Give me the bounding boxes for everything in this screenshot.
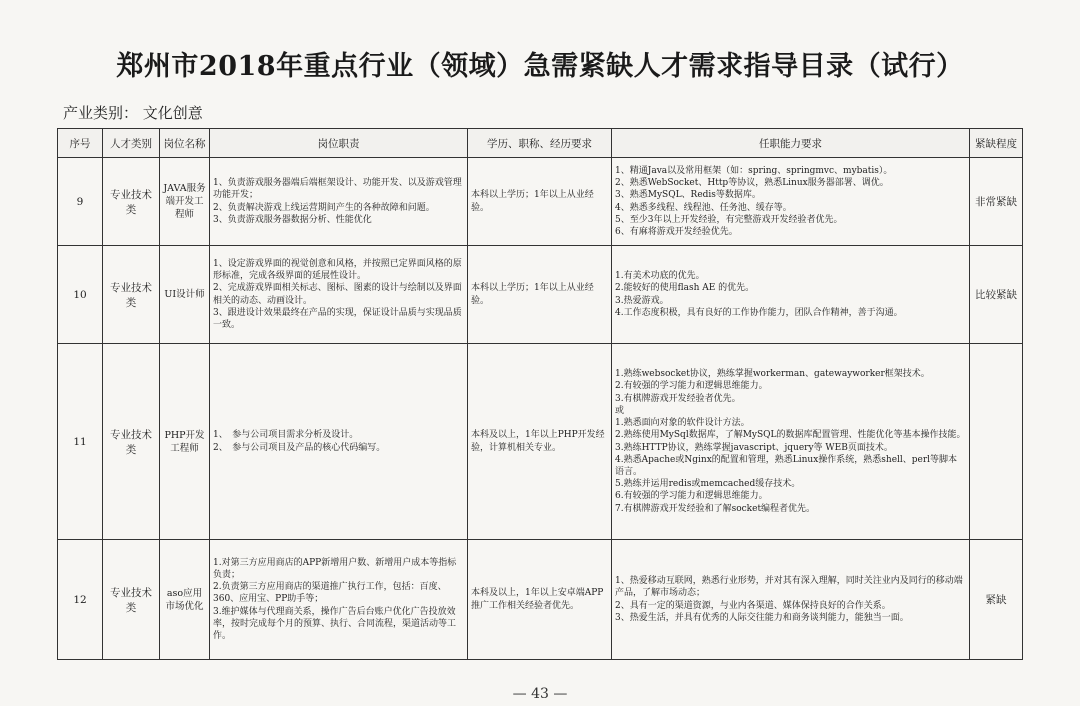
talent-type: 专业技术类: [103, 246, 160, 344]
requirement-line: 7.有棋牌游戏开发经验和了解socket编程者优先。: [615, 503, 816, 514]
requirement-line: 3、熟悉MySQL、Redis等数据库。: [615, 190, 761, 201]
education-cell: 本科以上学历；1年以上从业经验。: [468, 158, 612, 246]
requirement-line: 2.能较好的使用flash AE 的优先。: [615, 283, 755, 294]
requirement-line: 4.熟悉Apache或Nginx的配置和管理，熟悉Linux操作系统，熟悉shell、perl等脚本语言。: [615, 454, 958, 477]
row-number: 9: [58, 158, 103, 246]
requirement-line: 2、具有一定的渠道资源，与业内各渠道、媒体保持良好的合作关系。: [615, 600, 891, 611]
duty-line: 2、 参与公司项目及产品的核心代码编写。: [213, 442, 386, 453]
requirement-line: 1.有美术功底的优先。: [615, 271, 705, 282]
row-number: 10: [58, 246, 103, 344]
talent-type: 专业技术类: [103, 540, 160, 660]
table-row: [58, 344, 1023, 540]
duties-cell: [210, 540, 468, 660]
talent-table: [57, 128, 1023, 660]
talent-type: 专业技术类: [103, 344, 160, 540]
industry-category: 产业类别： 文化创意: [63, 104, 203, 122]
requirement-line: 1.熟悉面向对象的软件设计方法。: [615, 418, 750, 429]
row-number: 12: [58, 540, 103, 660]
header-duties: 岗位职责: [210, 129, 468, 158]
requirement-line: 4、熟悉多线程、线程池、任务池、缓存等。: [615, 202, 792, 213]
requirement-line: 2.熟练使用MySql数据库，了解MySQL的数据库配置管理、性能优化等基本操作技能。: [615, 430, 966, 441]
position-name: JAVA服务端开发工程师: [160, 158, 210, 246]
shortage-level: [970, 344, 1023, 540]
requirement-line: 5.熟练并运用redis或memcached缓存技术。: [615, 479, 801, 490]
requirements-cell: [612, 158, 970, 246]
requirement-line: 3、热爱生活，并具有优秀的人际交往能力和商务谈判能力，能独当一面。: [615, 612, 909, 623]
requirement-line: 6.有较强的学习能力和逻辑思维能力。: [615, 491, 768, 502]
requirement-line: 3.熟练HTTP协议，熟练掌握javascript、jquery等 WEB页面技术。: [615, 442, 893, 453]
requirement-line: 5、至少3年以上开发经验，有完整游戏开发经验者优先。: [615, 214, 843, 225]
requirements-cell: [612, 540, 970, 660]
requirement-line: 1、热爱移动互联网，熟悉行业形势，并对其有深入理解，同时关注业内及同行的移动端产品，了解市场动态；: [615, 576, 963, 599]
table-row: [58, 158, 1023, 246]
duty-line: 1、负责游戏服务器端后端框架设计、功能开发、以及游戏管理功能开发；: [213, 178, 462, 201]
table-row: [58, 246, 1023, 344]
requirements-cell: [612, 344, 970, 540]
duty-line: 1.对第三方应用商店的APP新增用户数、新增用户成本等指标负责；: [213, 557, 457, 580]
duty-line: 1、 参与公司项目需求分析及设计。: [213, 430, 359, 441]
document-title: 郑州市2018年重点行业（领域）急需紧缺人才需求指导目录（试行）: [116, 51, 964, 82]
duties-cell: [210, 246, 468, 344]
header-position: 岗位名称: [160, 129, 210, 158]
header-talent-type: 人才类别: [103, 129, 160, 158]
duty-line: 3.维护媒体与代理商关系，操作广告后台账户优化广告投放效率，按时完成每个月的预算、执行、合同流程，渠道活动等工作。: [213, 606, 457, 641]
position-name: UI设计师: [160, 246, 210, 344]
education-cell: 本科及以上，1年以上安卓端APP推广工作相关经验者优先。: [468, 540, 612, 660]
shortage-level: 比较紧缺: [970, 246, 1023, 344]
header-education: 学历、职称、经历要求: [468, 129, 612, 158]
requirement-line: 4.工作态度积极，具有良好的工作协作能力，团队合作精神，善于沟通。: [615, 307, 903, 318]
requirement-line: 1.熟练websocket协议，熟练掌握workerman、gatewayworker框架技术。: [615, 369, 930, 380]
position-name: aso应用市场优化: [160, 540, 210, 660]
requirement-line: 3.热爱游戏。: [615, 295, 669, 306]
requirement-line: 6、有麻将游戏开发经验优先。: [615, 226, 738, 237]
page-number: — 43 —: [512, 686, 568, 702]
duty-line: 2、负责解决游戏上线运营期间产生的各种故障和问题。: [213, 202, 435, 213]
talent-type: 专业技术类: [103, 158, 160, 246]
table-header-row: [58, 129, 1023, 158]
duty-line: 1、设定游戏界面的视觉创意和风格，并按照已定界面风格的原形标准，完成各级界面的延展性设计。: [213, 258, 462, 282]
shortage-level: 紧缺: [970, 540, 1023, 660]
duty-line: 3、跟进设计效果最终在产品的实现，保证设计品质与实现品质一致。: [213, 307, 462, 330]
requirement-line: 3.有棋牌游戏开发经验者优先。: [615, 393, 741, 404]
requirement-line: 2.有较强的学习能力和逻辑思维能力。: [615, 381, 768, 392]
row-number: 11: [58, 344, 103, 540]
duties-cell: [210, 158, 468, 246]
education-cell: 本科以上学历；1年以上从业经验。: [468, 246, 612, 344]
requirement-line: 或: [615, 405, 625, 416]
duty-line: 3、负责游戏服务器数据分析、性能优化: [213, 214, 372, 225]
requirement-line: 1、精通Java以及常用框架（如：spring、springmvc、mybatis）。: [615, 165, 893, 176]
requirement-line: 2、熟悉WebSocket、Http等协议，熟悉Linux服务器部署、调优。: [615, 178, 889, 189]
duties-cell: [210, 344, 468, 540]
header-requirements: 任职能力要求: [612, 129, 970, 158]
requirements-cell: [612, 246, 970, 344]
education-cell: 本科及以上，1年以上PHP开发经验，计算机相关专业。: [468, 344, 612, 540]
shortage-level: 非常紧缺: [970, 158, 1023, 246]
header-shortage-level: 紧缺程度: [970, 129, 1023, 158]
duty-line: 2、完成游戏界面相关标志、图标、图素的设计与绘制以及界面相关的动态、动画设计。: [213, 283, 462, 306]
position-name: PHP开发工程师: [160, 344, 210, 540]
duty-line: 2.负责第三方应用商店的渠道推广执行工作，包括：百度、360、应用宝、PP助手等；: [213, 582, 447, 605]
table-row: [58, 540, 1023, 660]
header-no: 序号: [58, 129, 103, 158]
